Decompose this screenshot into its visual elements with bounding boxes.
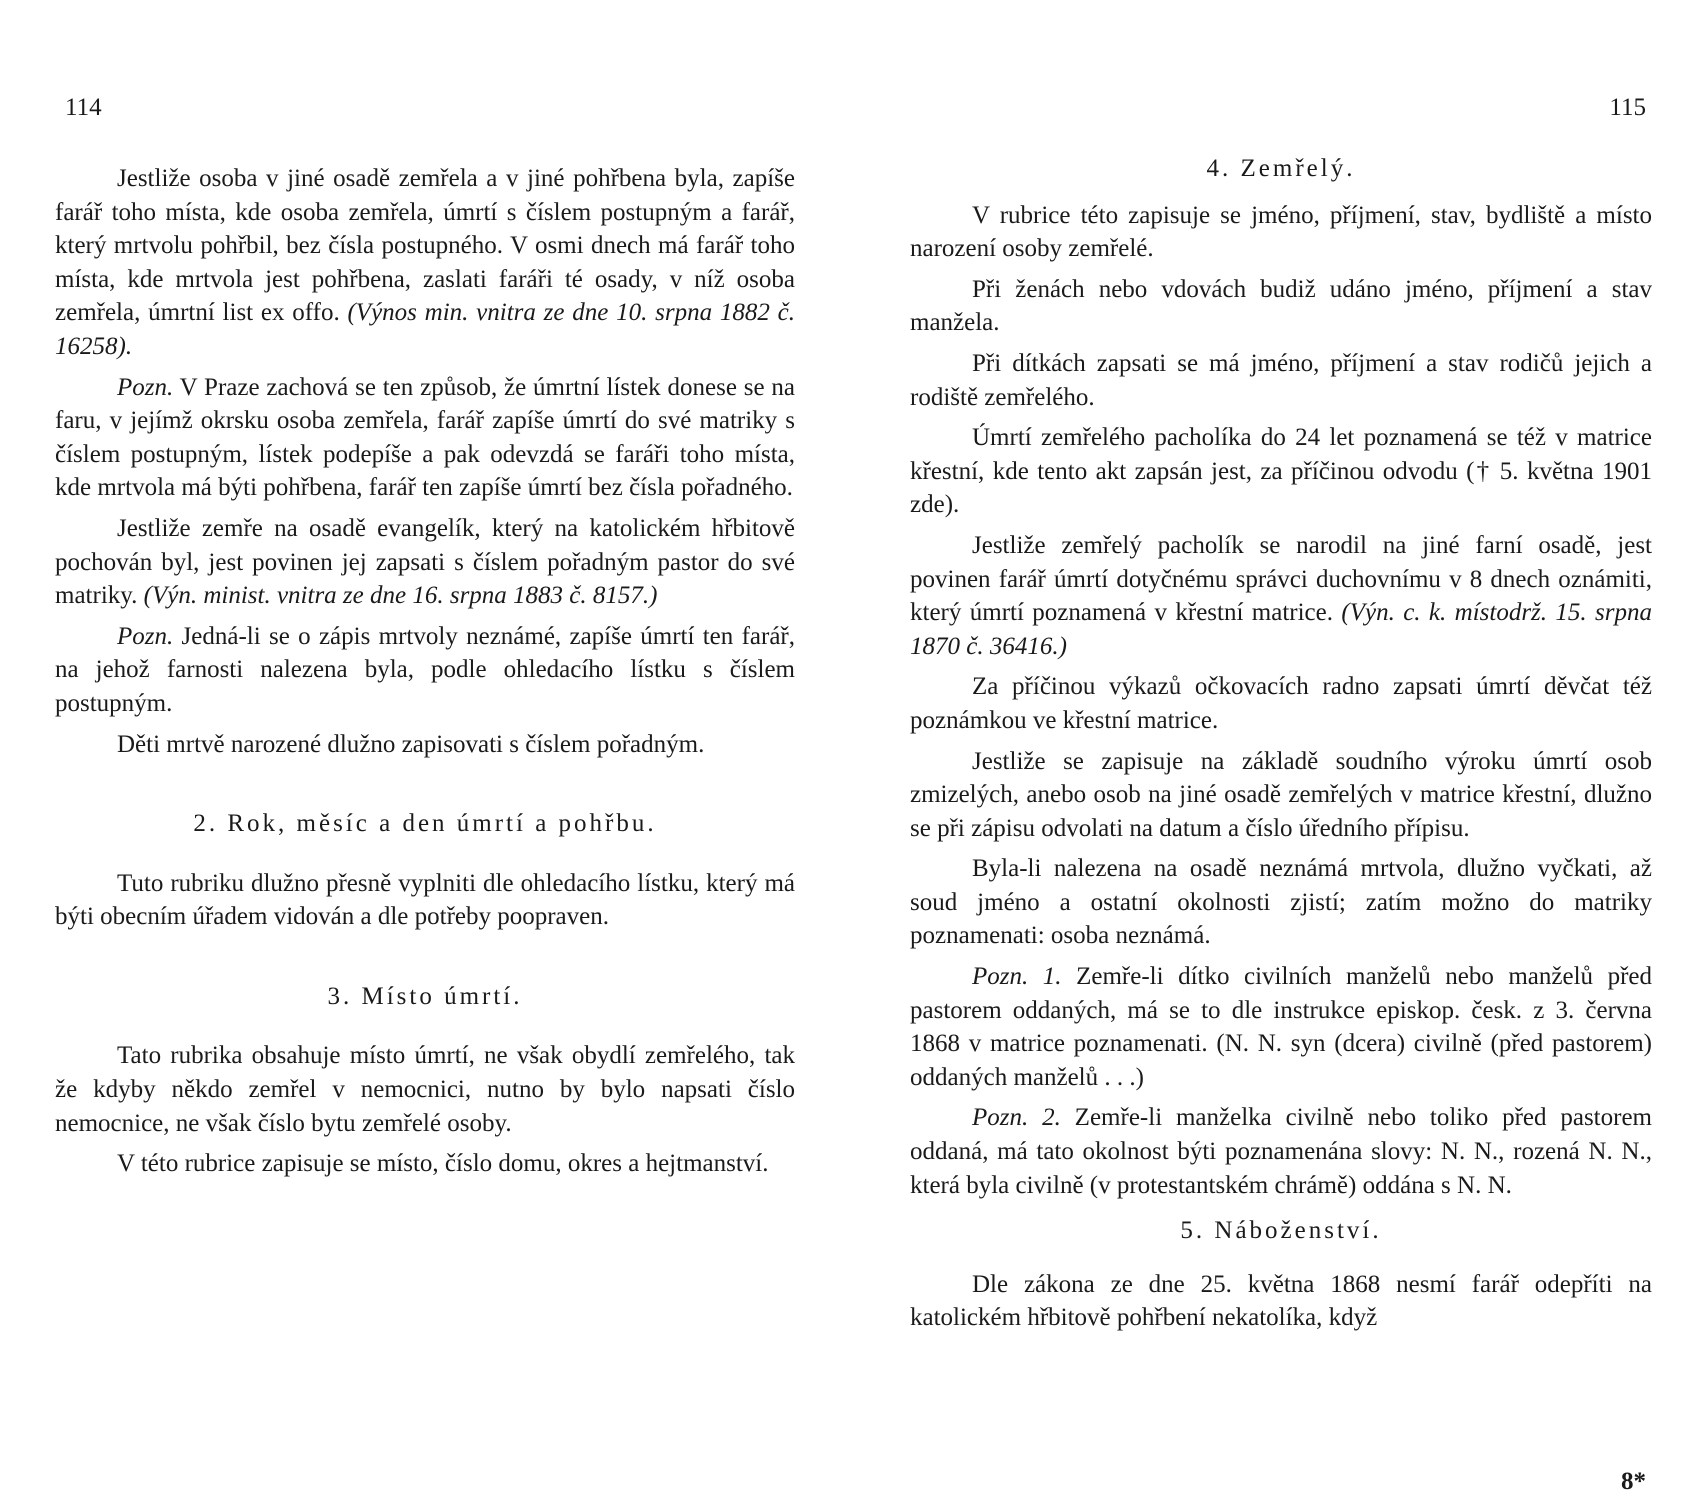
paragraph-text: Zemře-li dítko civilních manželů nebo manželů před pastorem oddaných, má se to dle instrukce episkop. česk. z 3. června 1868 v matrice poznamenati. (N. N. syn (dcera) civilně (před pastorem) oddaných manželů . . .) bbox=[910, 963, 1653, 1091]
paragraph: Jestliže se zapisuje na základě soudního výroku úmrtí osob zmizelých, anebo osob na jiné osadě zemřelých v matrice křestní, dlužno se při zápisu odvolati na datum a číslo úředního přípisu. bbox=[910, 747, 1652, 842]
note-paragraph bbox=[910, 960, 1652, 1094]
paragraph bbox=[55, 512, 795, 613]
note-paragraph bbox=[910, 1101, 1652, 1202]
section-heading-3: 3. Místo úmrtí. bbox=[327, 982, 523, 1010]
page-number: 115 bbox=[1609, 94, 1646, 121]
note-label: Pozn. bbox=[117, 373, 174, 401]
citation: (Výn. minist. vnitra ze dne 16. srpna 1883 č. 8157.) bbox=[143, 582, 658, 610]
citation: (Výnos min. vnitra ze dne 10. srpna 1882 č. 16258). bbox=[55, 299, 795, 360]
paragraph-text: V Praze zachová se ten způsob, že úmrtní lístek donese se na faru, v jejímž okrsku osoba zemřela, farář zapíše úmrtí do své matriky s číslem postupným, lístek podepíše a pak odevzdá se faráři toho místa, kde mrtvola má býti pohřbena, farář ten zapíše úmrtí bez čísla pořadného. bbox=[55, 373, 795, 502]
paragraph: Při dítkách zapsati se má jméno, příjmení a stav rodičů jejich a rodiště zemřelého. bbox=[910, 349, 1652, 411]
signature-mark: 8* bbox=[1621, 1468, 1646, 1495]
citation: (Výn. c. k. místodrž. 15. srpna 1870 č. 36416.) bbox=[910, 599, 1652, 660]
paragraph: Za příčinou výkazů očkovacích radno zapsati úmrtí děvčat též poznámkou ve křestní matrice. bbox=[910, 673, 1652, 734]
paragraph: Při ženách nebo vdovách budiž udáno jméno, příjmení a stav manžela. bbox=[910, 275, 1652, 337]
page-number: 114 bbox=[65, 94, 102, 121]
note-label: Pozn. bbox=[117, 622, 174, 650]
paragraph: Byla-li nalezena na osadě neznámá mrtvola, dlužno vyčkati, až soud jméno a ostatní okolnosti zjistí; zatím možno do matriky poznamenati: osoba neznámá. bbox=[910, 855, 1652, 950]
paragraph: Úmrtí zemřelého pacholíka do 24 let poznamená se též v matrice křestní, kde tento akt zapsán jest, za příčinou odvodu († 5. května 1901 zde). bbox=[910, 424, 1652, 519]
section-heading-5: 5. Náboženství. bbox=[1180, 1217, 1382, 1245]
paragraph: Dle zákona ze dne 25. května 1868 nesmí farář odepříti na katolickém hřbitově pohřbení nekatolíka, když bbox=[910, 1270, 1652, 1332]
paragraph-text: Jestliže zemřelý pacholík se narodil na jiné farní osadě, jest povinen farář úmrtí dotyčnému správci duchovnímu v 8 dnech oznámiti, který úmrtí poznamená v křestní matrice. bbox=[910, 531, 1652, 627]
left-page-body bbox=[55, 162, 795, 1188]
paragraph: V této rubrice zapisuje se místo, číslo domu, okres a hejtmanství. bbox=[117, 1150, 769, 1178]
paragraph: Tuto rubriku dlužno přesně vyplniti dle ohledacího lístku, který má býti obecním úřadem vidován a dle potřeby poopraven. bbox=[55, 869, 795, 931]
paragraph-text: Jestliže zemře na osadě evangelík, který na katolickém hřbitově pochován byl, jest povinen jej zapsati s číslem pořadným pastor do své matriky. bbox=[55, 514, 795, 610]
note-paragraph bbox=[55, 371, 795, 505]
paragraph-text: Jestliže osoba v jiné osadě zemřela a v jiné pohřbena byla, zapíše farář toho místa, kde osoba zemřela, úmrtí s číslem postupným a farář, který mrtvolu pohřbil, bez čísla postupného. V osmi dnech má farář toho místa, kde mrtvola jest pohřbena, zaslati faráři té osady, v níž osoba zemřela, úmrtní list ex offo. bbox=[55, 165, 795, 327]
section-heading-2: 2. Rok, měsíc a den úmrtí a pohřbu. bbox=[193, 810, 657, 838]
note-paragraph bbox=[55, 620, 795, 721]
note-label: Pozn. 1. bbox=[972, 963, 1062, 991]
paragraph bbox=[910, 529, 1652, 663]
paragraph-text: Zemře-li manželka civilně nebo toliko před pastorem oddaná, má tato okolnost býti poznamenána slovy: N. N., rozená N. N., která byla civilně (v protestantském chrámě) oddána s N. N. bbox=[910, 1104, 1652, 1199]
paragraph bbox=[55, 162, 795, 364]
paragraph: V rubrice této zapisuje se jméno, příjmení, stav, bydliště a místo narození osoby zemřelé. bbox=[910, 201, 1652, 263]
right-page-body bbox=[910, 152, 1652, 1342]
note-label: Pozn. 2. bbox=[972, 1104, 1061, 1132]
paragraph: Tato rubrika obsahuje místo úmrtí, ne však obydlí zemřelého, tak že kdyby někdo zemřel v nemocnici, nutno by bylo napsati číslo nemocnice, ne však číslo bytu zemřelé osoby. bbox=[55, 1042, 795, 1137]
paragraph: Děti mrtvě narozené dlužno zapisovati s číslem pořadným. bbox=[117, 730, 705, 758]
paragraph-text: Jedná-li se o zápis mrtvoly neznámé, zapíše úmrtí ten farář, na jehož farnosti nalezena byla, podle ohledacího lístku s číslem postupným. bbox=[55, 622, 795, 717]
section-heading-4: 4. Zemřelý. bbox=[1206, 155, 1356, 182]
